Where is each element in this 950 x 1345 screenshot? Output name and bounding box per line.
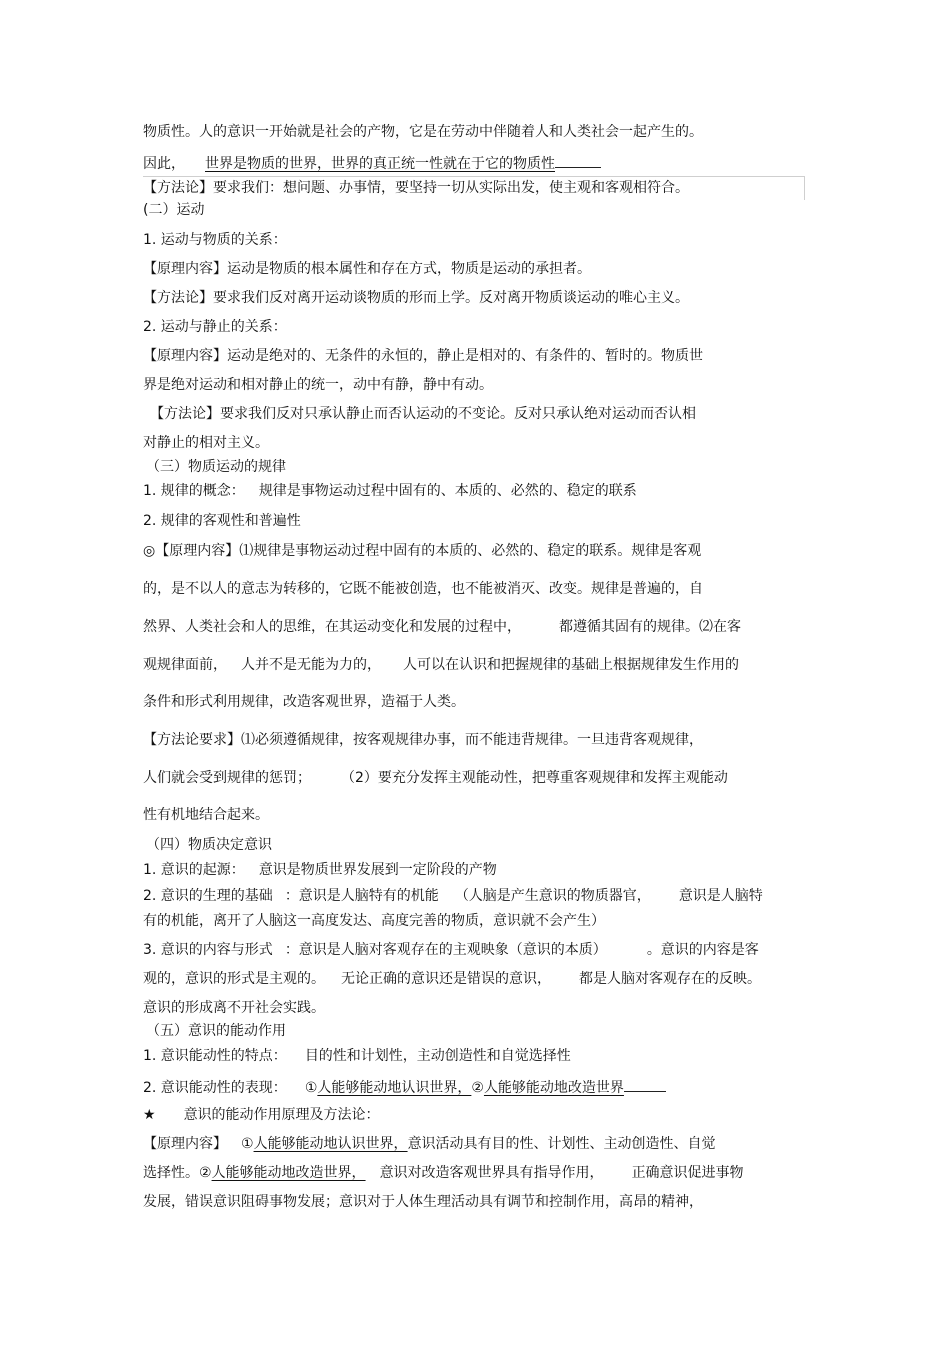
section-heading: （五）意识的能动作用 [146, 1023, 286, 1039]
section-heading: （四）物质决定意识 [146, 837, 272, 853]
text-line: 2. 意识的生理的基础 ：意识是人脑特有的机能 （人脑是产生意识的物质器官， 意识是人脑特 [143, 888, 763, 904]
section-heading: （三）物质运动的规律 [146, 459, 286, 475]
text-line: 【方法论】要求我们反对离开运动谈物质的形而上学。反对离开物质谈运动的唯心主义。 [143, 290, 689, 306]
text-line: ★ 意识的能动作用原理及方法论： [143, 1107, 380, 1123]
text-line: 有的机能，离开了人脑这一高度发达、高度完善的物质，意识就不会产生） [143, 913, 605, 929]
text-line: 2. 运动与静止的关系： [143, 319, 287, 335]
text-line: 对静止的相对主义。 [143, 435, 269, 451]
text-line: 观规律面前， 人并不是无能为力的， 人可以在认识和把握规律的基础上根据规律发生作用的 [143, 657, 739, 673]
text-line: 因此， 世界是物质的世界，世界的真正统一性就在于它的物质性 [143, 152, 601, 174]
text-line: 【方法论】要求我们反对只承认静止而否认运动的不变论。反对只承认绝对运动而否认相 [150, 406, 696, 422]
text-line: 【方法论】要求我们：想问题、办事情，要坚持一切从实际出发，使主观和客观相符合。 [143, 180, 689, 196]
text-line: 1. 意识的起源： 意识是物质世界发展到一定阶段的产物 [143, 862, 497, 878]
text-line: 2. 规律的客观性和普遍性 [143, 513, 301, 529]
text-line: 【原理内容】 ①人能够能动地认识世界，意识活动具有目的性、计划性、主动创造性、自觉 [143, 1136, 716, 1152]
text-line: 1. 规律的概念： 规律是事物运动过程中固有的、本质的、必然的、稳定的联系 [143, 483, 637, 499]
text-line: 选择性。②人能够能动地改造世界， 意识对改造客观世界具有指导作用， 正确意识促进事物 [143, 1165, 744, 1181]
text-line: 【方法论要求】⑴必须遵循规律，按客观规律办事，而不能违背规律。一旦违背客观规律， [143, 732, 703, 748]
section-heading: (二）运动 [143, 202, 205, 218]
text-line: 观的，意识的形式是主观的。 无论正确的意识还是错误的意识， 都是人脑对客观存在的反映。 [143, 971, 761, 987]
text-line: 1. 运动与物质的关系： [143, 232, 287, 248]
text-line: 人们就会受到规律的惩罚； （2）要充分发挥主观能动性，把尊重客观规律和发挥主观能动 [143, 770, 728, 786]
text-line: 3. 意识的内容与形式 ：意识是人脑对客观存在的主观映象（意识的本质） 。意识的内容是客 [143, 942, 759, 958]
text-line: 然界、人类社会和人的思维，在其运动变化和发展的过程中， 都遵循其固有的规律。⑵在客 [143, 619, 741, 635]
text-line: 的，是不以人的意志为转移的，它既不能被创造，也不能被消灭、改变。规律是普遍的，自 [143, 581, 703, 597]
text-line: 性有机地结合起来。 [143, 807, 269, 823]
text-line: 1. 意识能动性的特点： 目的性和计划性，主动创造性和自觉选择性 [143, 1048, 571, 1064]
text-line: 发展，错误意识阻碍事物发展；意识对于人体生理活动具有调节和控制作用，高昂的精神， [143, 1194, 703, 1210]
text-line: 条件和形式利用规律，改造客观世界，造福于人类。 [143, 694, 465, 710]
text-line: 物质性。人的意识一开始就是社会的产物，它是在劳动中伴随着人和人类社会一起产生的。 [143, 124, 703, 140]
text-line: ◎【原理内容】⑴规律是事物运动过程中固有的本质的、必然的、稳定的联系。规律是客观 [143, 543, 702, 559]
star-icon: ★ [143, 1107, 156, 1123]
text-line: 意识的形成离不开社会实践。 [143, 1000, 325, 1016]
text-line: 【原理内容】运动是物质的根本属性和存在方式，物质是运动的承担者。 [143, 261, 591, 277]
text-line: 界是绝对运动和相对静止的统一，动中有静，静中有动。 [143, 377, 493, 393]
text-line: 【原理内容】运动是绝对的、无条件的永恒的，静止是相对的、有条件的、暂时的。物质世 [143, 348, 703, 364]
text-line: 2. 意识能动性的表现： ①人能够能动地认识世界，②人能够能动地改造世界 [143, 1076, 666, 1098]
